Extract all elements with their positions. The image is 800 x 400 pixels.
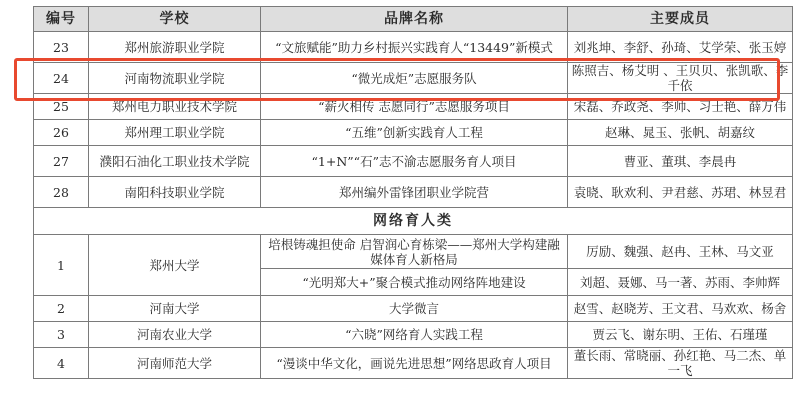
cell-no: 3 — [34, 322, 89, 348]
section-title: 网络育人类 — [34, 208, 793, 235]
cell-no: 2 — [34, 296, 89, 322]
table-row — [34, 146, 793, 177]
cell-members: 袁晓、耿欢利、尹君慈、苏珺、林昱君 — [568, 177, 793, 208]
cell-members: 宋磊、乔政尧、李帅、习士艳、薛万伟 — [568, 94, 793, 120]
table-row-highlighted — [34, 63, 793, 94]
cell-no: 28 — [34, 177, 89, 208]
cell-brand: 大学微言 — [261, 296, 568, 322]
table-row — [34, 32, 793, 63]
cell-no: 1 — [34, 235, 89, 296]
cell-brand: “漫谈中华文化，画说先进思想”网络思政育人项目 — [261, 348, 568, 379]
cell-brand: “六晓”网络育人实践工程 — [261, 322, 568, 348]
cell-brand: “薪火相传 志愿同行”志愿服务项目 — [261, 94, 568, 120]
cell-school: 郑州大学 — [89, 235, 261, 296]
cell-no: 25 — [34, 94, 89, 120]
cell-brand: 培根铸魂担使命 启智润心育栋梁——郑州大学构建融媒体育人新格局 — [261, 235, 568, 269]
cell-school: 南阳科技职业学院 — [89, 177, 261, 208]
brand-table-container — [33, 6, 792, 379]
cell-no: 26 — [34, 120, 89, 146]
cell-school: 河南大学 — [89, 296, 261, 322]
table-row — [34, 94, 793, 120]
table-row — [34, 322, 793, 348]
cell-school: 郑州旅游职业学院 — [89, 32, 261, 63]
table-row — [34, 120, 793, 146]
cell-members: 陈照吉、杨艾明 、王贝贝、张凯歌、李千依 — [568, 63, 793, 94]
cell-members: 董长雨、常晓丽、孙红艳、马二杰、单一飞 — [568, 348, 793, 379]
brand-table — [33, 6, 793, 379]
cell-brand: “微光成炬”志愿服务队 — [261, 63, 568, 94]
cell-members: 厉励、魏强、赵冉、王林、马文亚 — [568, 235, 793, 269]
cell-school: 郑州理工职业学院 — [89, 120, 261, 146]
cell-no: 27 — [34, 146, 89, 177]
cell-brand: “1+N”“石”志不渝志愿服务育人项目 — [261, 146, 568, 177]
cell-no: 24 — [34, 63, 89, 94]
cell-brand: “五维”创新实践育人工程 — [261, 120, 568, 146]
section-row — [34, 208, 793, 235]
table-row — [34, 235, 793, 269]
cell-members: 赵琳、晁玉、张帆、胡嘉纹 — [568, 120, 793, 146]
cell-school: 河南农业大学 — [89, 322, 261, 348]
cell-no: 23 — [34, 32, 89, 63]
table-header-row — [34, 7, 793, 32]
cell-no: 4 — [34, 348, 89, 379]
table-row — [34, 177, 793, 208]
header-members: 主要成员 — [568, 7, 793, 32]
cell-members: 刘超、聂娜、马一著、苏雨、李帅辉 — [568, 269, 793, 296]
cell-members: 曹亚、董琪、李晨冉 — [568, 146, 793, 177]
header-brand: 品牌名称 — [261, 7, 568, 32]
cell-brand: “光明郑大+”聚合模式推动网络阵地建设 — [261, 269, 568, 296]
cell-brand: 郑州编外雷锋团职业学院营 — [261, 177, 568, 208]
table-row — [34, 296, 793, 322]
cell-members: 刘兆坤、李舒、孙琦、艾学荣、张玉婷 — [568, 32, 793, 63]
cell-school: 河南物流职业学院 — [89, 63, 261, 94]
header-no: 编号 — [34, 7, 89, 32]
cell-school: 濮阳石油化工职业技术学院 — [89, 146, 261, 177]
cell-brand: “文旅赋能”助力乡村振兴实践育人“13449”新模式 — [261, 32, 568, 63]
table-row — [34, 348, 793, 379]
header-school: 学校 — [89, 7, 261, 32]
cell-school: 郑州电力职业技术学院 — [89, 94, 261, 120]
cell-members: 贾云飞、谢东明、王佑、石瑾瑾 — [568, 322, 793, 348]
cell-school: 河南师范大学 — [89, 348, 261, 379]
cell-members: 赵雪、赵晓芳、王文君、马欢欢、杨舍 — [568, 296, 793, 322]
